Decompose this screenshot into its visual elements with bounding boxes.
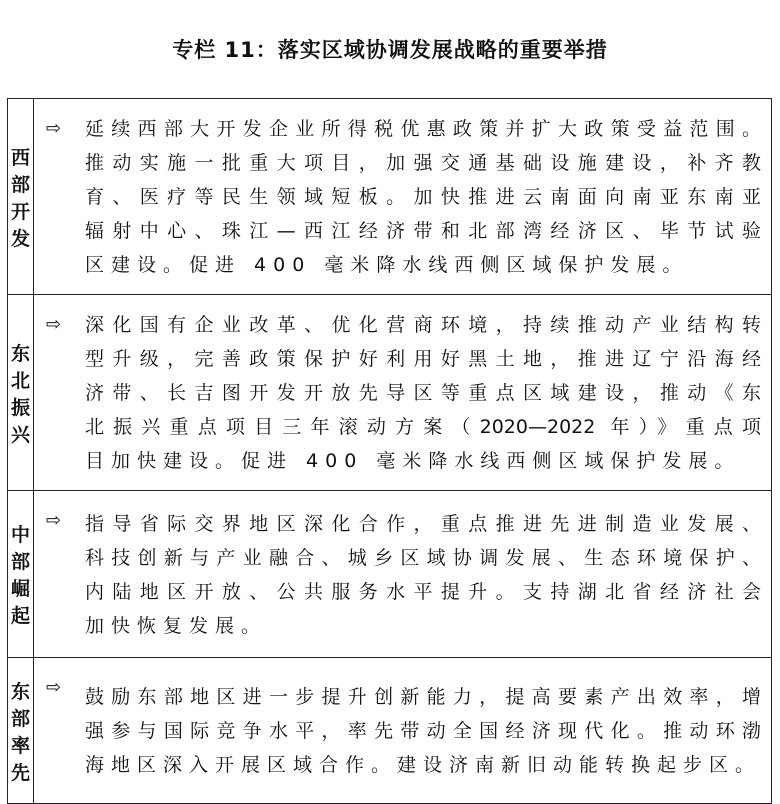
measure-text-line: 鼓励东部地区进一步提升创新能力，提高要素产出效率，增: [84, 686, 761, 708]
measure-text-line: 强参与国际竞争水平，率先带动全国经济现代化。推动环渤: [84, 720, 761, 742]
measures-cell: [33, 658, 771, 804]
hollow-arrow-right-icon: ⇨: [45, 314, 62, 335]
measure-text-line: 型升级，完善政策保护好利用好黑土地，推进辽宁沿海经: [84, 348, 761, 370]
hollow-arrow-right-icon: ⇨: [45, 677, 62, 698]
measure-text-line: 加快恢复发展。: [84, 614, 267, 637]
region-name: 中部崛起: [8, 491, 34, 658]
measures-cell: [33, 295, 771, 491]
measure-text-line: 区建设。促进 400 毫米降水线西侧区域保护发展。: [84, 254, 689, 276]
measure-text-line: 深化国有企业改革、优化营商环境，持续推动产业结构转: [84, 314, 761, 336]
measure-text-line: 科技创新与产业融合、城乡区域协调发展、生态环境保护、: [84, 546, 761, 569]
table-row: [8, 295, 772, 491]
measure-text-line: 北振兴重点项目三年滚动方案（2020—2022 年）》重点项: [84, 416, 761, 438]
measure-text-line: 海地区深入开展区域合作。建设济南新旧动能转换起步区。: [84, 754, 761, 776]
measure-text-line: 目加快建设。促进 400 毫米降水线西侧区域保护发展。: [84, 450, 741, 472]
measure-text-line: 推动实施一批重大项目，加强交通基础设施建设，补齐教: [84, 152, 761, 174]
page-title: 专栏 11：落实区域协调发展战略的重要举措: [172, 38, 608, 62]
region-name: 西部开发: [8, 99, 34, 295]
measure-text-line: 育、医疗等民生领域短板。加快推进云南面向南亚东南亚: [84, 186, 761, 208]
measure-text-line: 辐射中心、珠江—西江经济带和北部湾经济区、毕节试验: [84, 220, 761, 242]
measures-table: [7, 98, 772, 804]
region-name: 东北振兴: [8, 295, 34, 491]
hollow-arrow-right-icon: ⇨: [45, 510, 62, 531]
region-name: 东部率先: [8, 658, 34, 804]
measures-cell: [33, 491, 771, 658]
table-row: [8, 658, 772, 804]
hollow-arrow-right-icon: ⇨: [45, 118, 62, 139]
table-row: [8, 99, 772, 295]
measure-text-line: 济带、长吉图开发开放先导区等重点区域建设，推动《东: [84, 382, 761, 404]
table-row: [8, 491, 772, 658]
measure-text-line: 延续西部大开发企业所得税优惠政策并扩大政策受益范围。: [84, 118, 761, 140]
measure-text-line: 内陆地区开放、公共服务水平提升。支持湖北省经济社会: [84, 580, 761, 603]
measures-cell: [33, 99, 771, 295]
measure-text-line: 指导省际交界地区深化合作，重点推进先进制造业发展、: [84, 512, 761, 535]
